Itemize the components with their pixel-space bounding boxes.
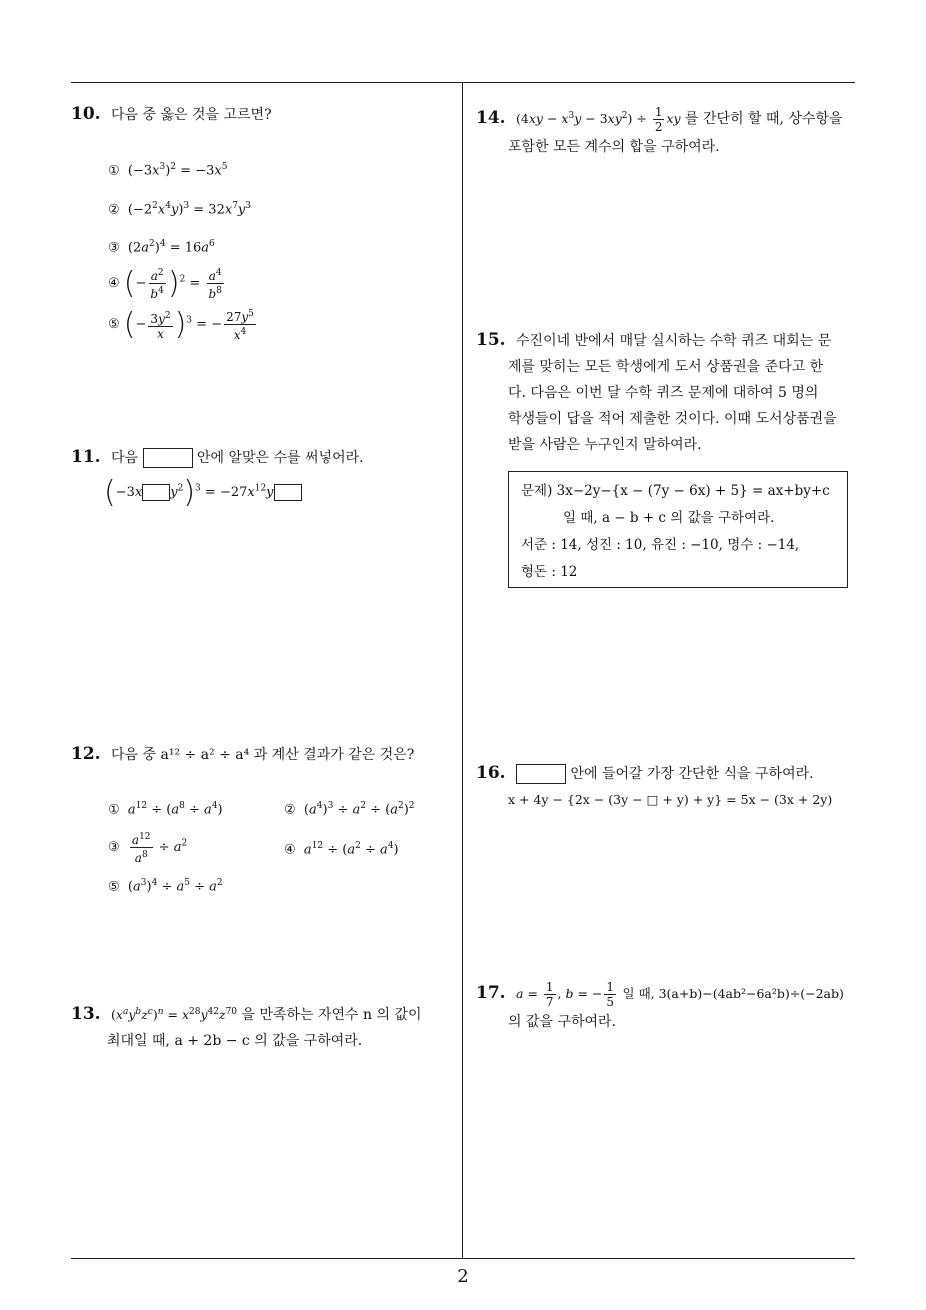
- answer-blank[interactable]: [142, 484, 170, 501]
- question-10: [71, 101, 272, 128]
- answer-blank[interactable]: [143, 448, 193, 468]
- problem-box: [508, 471, 848, 588]
- q12-option-1[interactable]: ① $a^{12} \div (a^8 \div a^4)$: [108, 801, 223, 818]
- question-text: 다음 중 a¹² ÷ a² ÷ a⁴ 과 계산 결과가 같은 것은?: [111, 747, 415, 763]
- question-number: 10.: [71, 104, 101, 124]
- q10-option-4[interactable]: ④ (− $\frac{a^2}{b^4}$ )$^2$ = $\frac{a^4}{b^8}$: [108, 266, 222, 301]
- column-divider: [462, 82, 463, 1259]
- box-line-2: 일 때, a − b + c 의 값을 구하여라.: [563, 510, 775, 526]
- q10-option-3[interactable]: ③ $(2a^2)^4 = 16a^6$: [108, 239, 215, 256]
- q11-expression: (−3x $y^2)^3 = -27x^{12}y$: [104, 475, 302, 510]
- question-number: 14.: [476, 108, 506, 129]
- q10-option-1[interactable]: ① $(-3x^3)^2 = -3x^5$: [108, 162, 228, 179]
- question-number: 17.: [476, 983, 506, 1003]
- question-number: 11.: [71, 447, 101, 467]
- question-number: 15.: [476, 330, 506, 350]
- question-number: 13.: [71, 1004, 101, 1025]
- box-line-1: 문제) 3x−2y−{x − (7y − 6x) + 5} = ax+by+c: [521, 483, 830, 499]
- question-15: 15. 수진이네 반에서 매달 실시하는 수학 퀴즈 대회는 문 제를 맞히는 모든 학생에게 도서 상품권을 준다고 한 다. 다음은 이번 달 수학 퀴즈 문제에 대하여 5 명의 학생들이 답을 적어 제출한 것이다. 이때 도서상품권을 받을 사람은 누구인지 말하여라.: [476, 330, 837, 453]
- question-16: 16. 안에 들어갈 가장 간단한 식을 구하여라. x + 4y − {2x − (3y − □ + y) + y} = 5x − (3x + 2y): [476, 763, 833, 807]
- answer-blank[interactable]: [516, 764, 566, 784]
- q10-option-2[interactable]: ② $(-2^2x^4y)^3 = 32x^7y^3$: [108, 201, 252, 218]
- question-14: 14. $(4xy - x^3y - 3xy^2)$ ÷ $\frac{1}{2}$ xy 를 간단히 할 때, 상수항을 포함한 모든 계수의 합을 구하여라.: [476, 105, 843, 156]
- page-number: 2: [457, 1266, 469, 1287]
- question-12: [71, 741, 414, 768]
- q12-option-3[interactable]: ③ $\frac{a^{12}}{a^8}$ ÷ $a^2$: [108, 832, 188, 865]
- question-11: 11. 다음 안에 알맞은 수를 써넣어라.: [71, 447, 364, 467]
- box-line-3: 서준 : 14, 성진 : 10, 유진 : −10, 명수 : −14,: [521, 537, 800, 553]
- top-rule: [71, 82, 855, 83]
- q12-option-5[interactable]: ⑤ $(a^3)^4 \div a^5 \div a^2$: [108, 878, 223, 895]
- question-number: 16.: [476, 763, 506, 783]
- question-17: 17. a = $\frac{1}{7}$ , b = − $\frac{1}{5}$ 일 때, 3(a+b)−(4ab²−6a²b)÷(−2ab) 의 값을 구하여라.: [476, 980, 844, 1030]
- q10-option-5[interactable]: ⑤ (− $\frac{3y^2}{x}$ )$^3$ = − $\frac{27y^5}{x^4}$: [108, 307, 254, 342]
- q12-option-4[interactable]: ④ $a^{12} \div (a^2 \div a^4)$: [284, 841, 399, 858]
- answer-blank[interactable]: [274, 484, 302, 501]
- question-number: 12.: [71, 744, 101, 764]
- q12-option-2[interactable]: ② $(a^4)^3 \div a^2 \div (a^2)^2$: [284, 801, 415, 818]
- question-text: 다음 중 옳은 것을 고르면?: [111, 107, 272, 123]
- q16-expression: x + 4y − {2x − (3y − □ + y) + y} = 5x − (3x + 2y): [508, 792, 833, 807]
- box-line-4: 형돈 : 12: [521, 564, 578, 580]
- question-13: 13. $(x^ay^bz^c)^n = x^{28}y^{42}z^{70}$ 을 만족하는 자연수 n 의 값이 최대일 때, a + 2b − c 의 값을 구하여라.: [71, 1004, 422, 1050]
- bottom-rule: [71, 1258, 855, 1259]
